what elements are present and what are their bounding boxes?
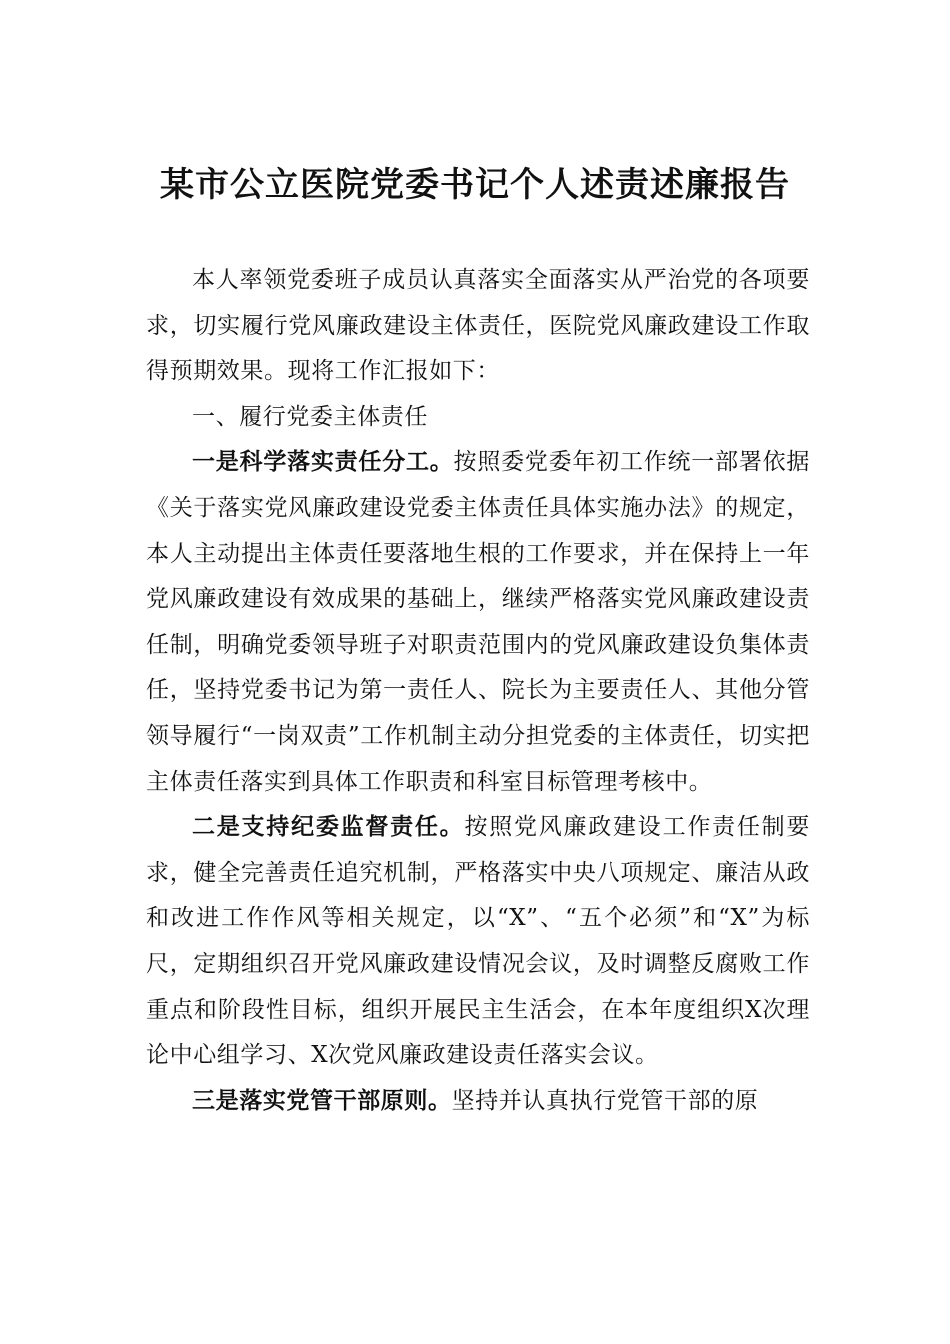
intro-paragraph: 本人率领党委班子成员认真落实全面落实从严治党的各项要求，切实履行党风廉政建设主体责任，医院党风廉政建设工作取得预期效果。现将工作汇报如下：: [146, 267, 810, 385]
section-heading: 一、履行党委主体责任: [192, 403, 428, 430]
paragraph-lead: 一是科学落实责任分工。: [192, 449, 454, 476]
paragraph-lead: 二是支持纪委监督责任。: [192, 814, 465, 841]
paragraph-responsibility-division: [146, 440, 810, 805]
document-title: 某市公立医院党委书记个人述责述廉报告: [160, 165, 790, 205]
paragraph-cadre-management: [146, 1079, 810, 1125]
paragraph-lead: 三是落实党管干部原则。: [192, 1087, 452, 1114]
paragraph-text: 按照党风廉政建设工作责任制要求，健全完善责任追究机制，严格落实中央八项规定、廉洁从政和改进工作作风等相关规定，以“X”、“五个必须”和“X”为标尺，定期组织召开党风廉政建设情况会议，及时调整反腐败工作重点和阶段性目标，组织开展民主生活会，在本年度组织X次理论中心组学习、X次党风廉政建设责任落实会议。: [146, 814, 810, 1069]
paragraph-text: 坚持并认真执行党管干部的原: [451, 1087, 759, 1114]
paragraph-supervision-responsibility: [146, 805, 810, 1079]
paragraph-text: 按照委党委年初工作统一部署依据《关于落实党风廉政建设党委主体责任具体实施办法》的规定，本人主动提出主体责任要落地生根的工作要求，并在保持上一年党风廉政建设有效成果的基础上，继续严格落实党风廉政建设责任制，明确党委领导班子对职责范围内的党风廉政建设负集体责任，坚持党委书记为第一责任人、院长为主要责任人、其他分管领导履行“一岗双责”工作机制主动分担党委的主体责任，切实把主体责任落实到具体工作职责和科室目标管理考核中。: [146, 449, 811, 795]
document-body: [146, 258, 810, 1124]
